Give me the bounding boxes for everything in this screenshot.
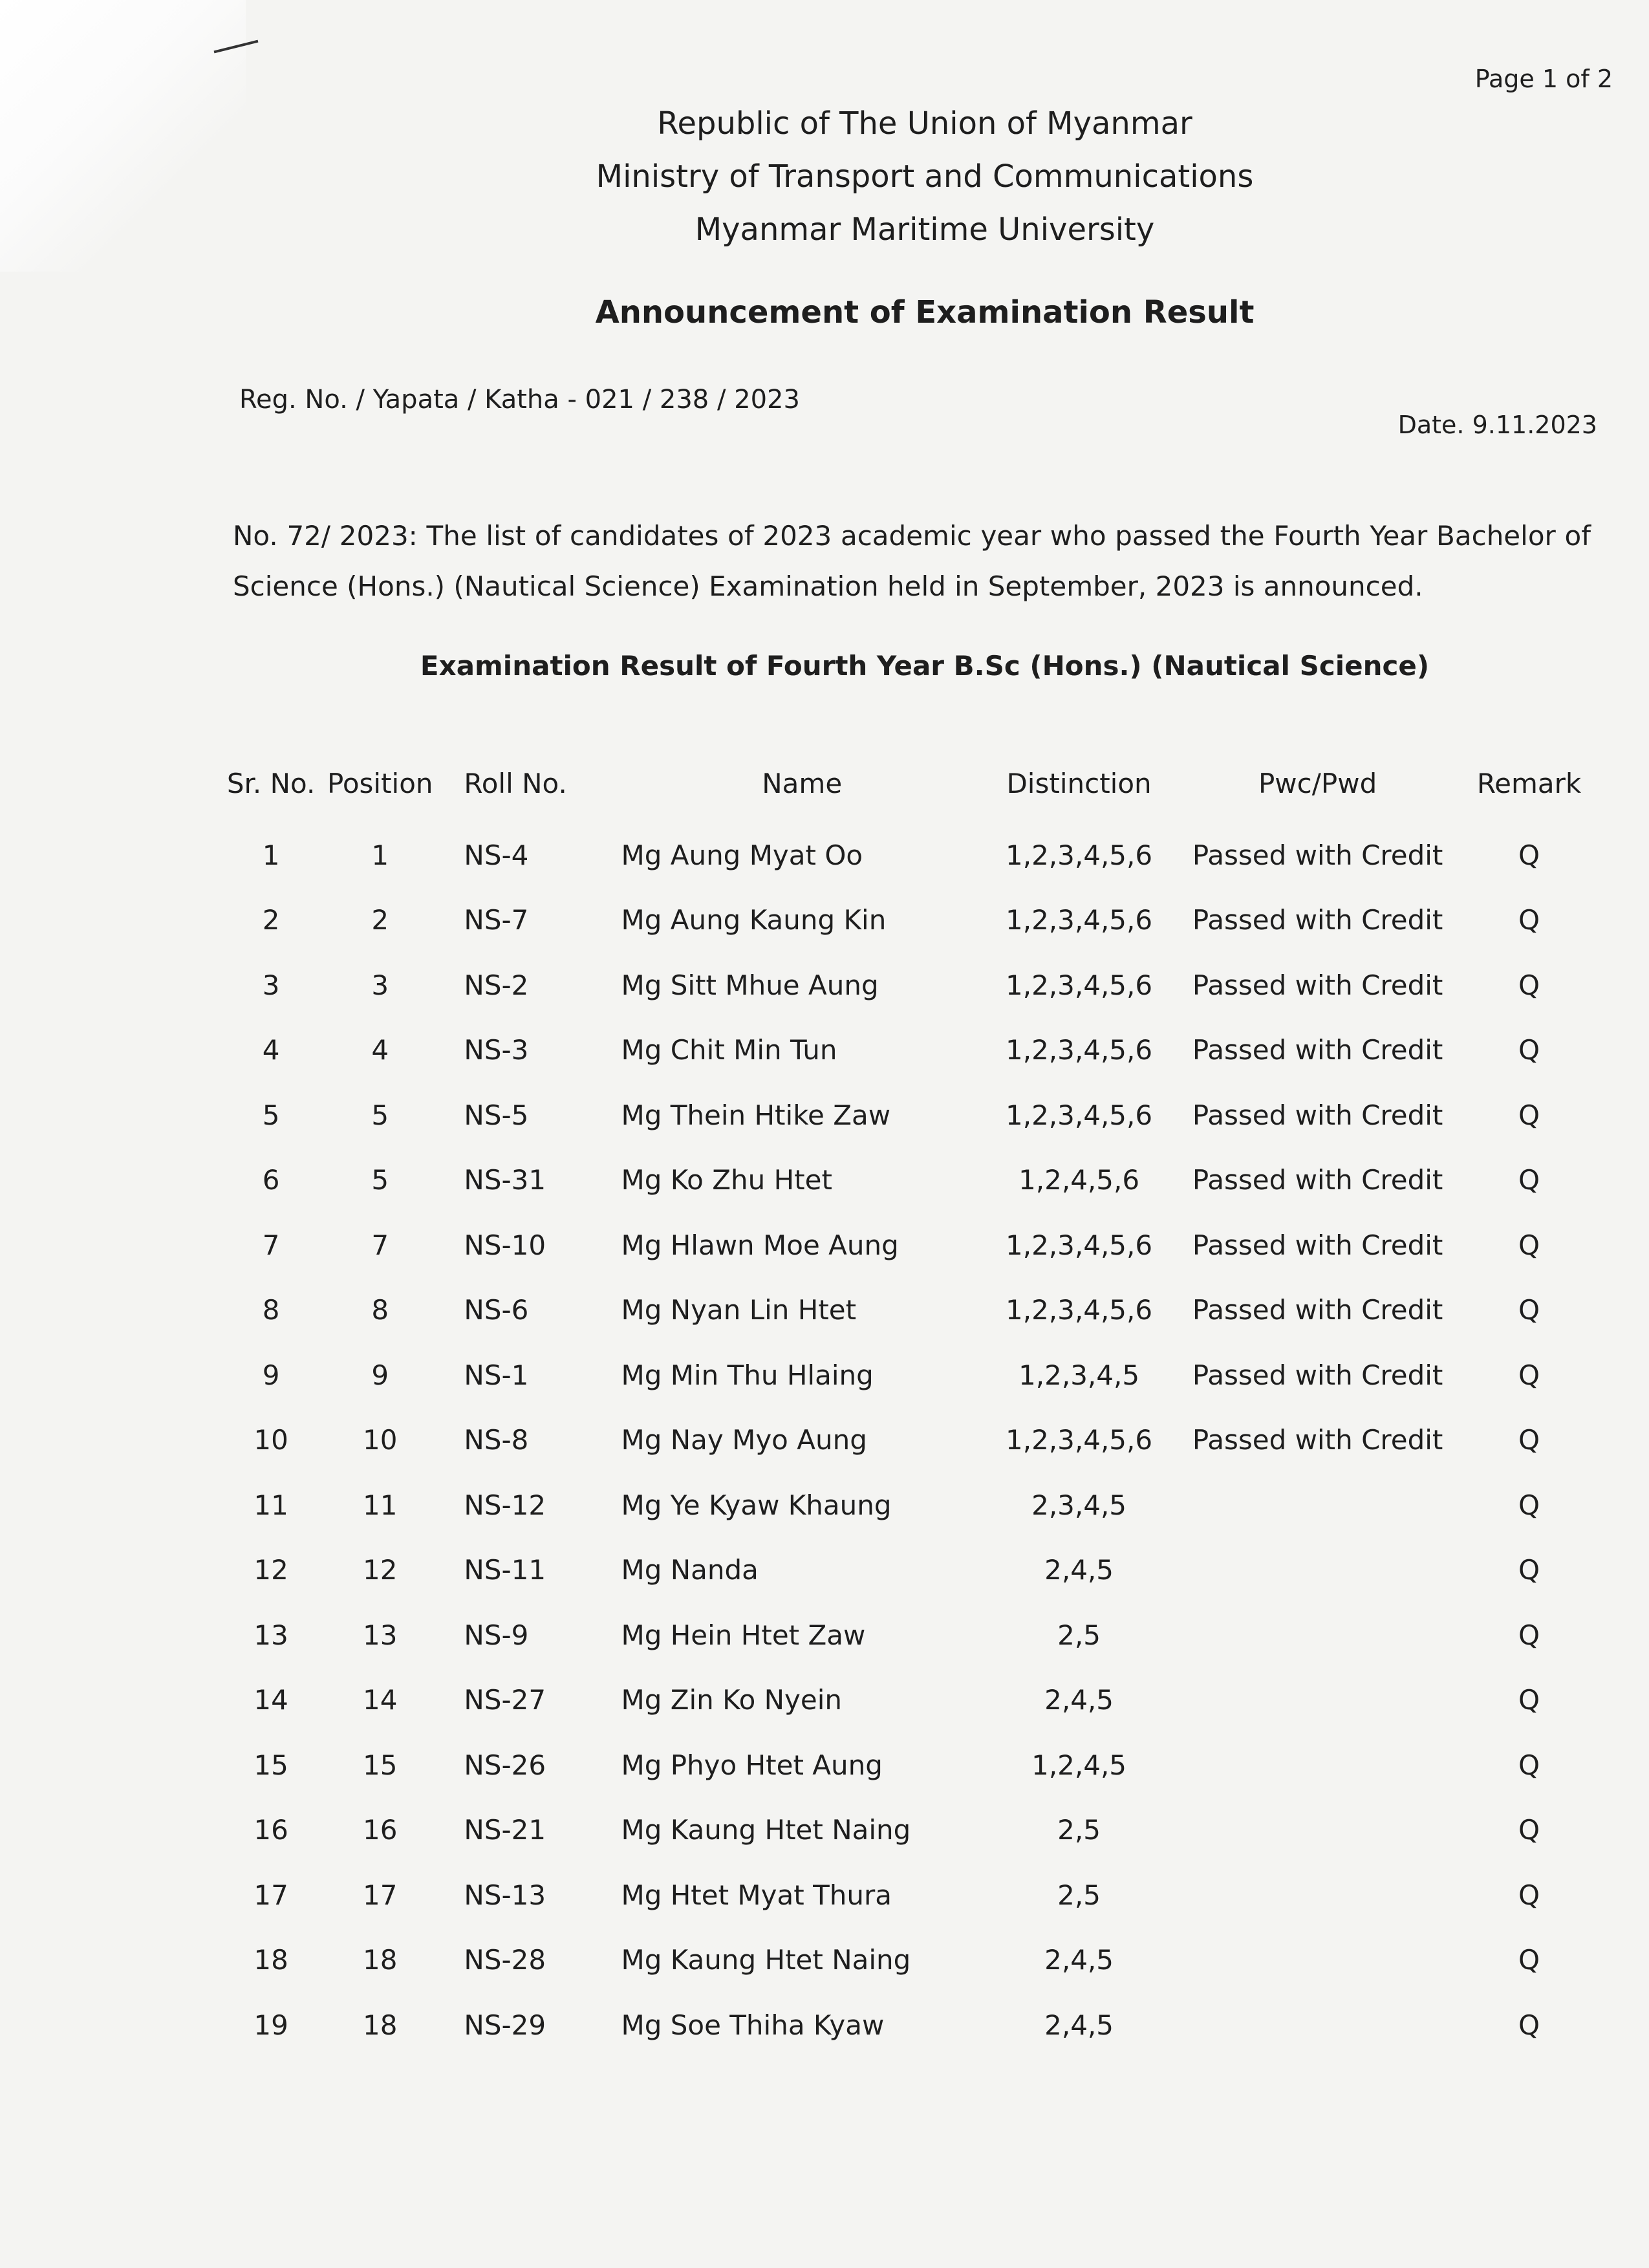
letterhead [0,97,1649,256]
cell-position: 9 [371,1359,389,1391]
cell-distinction: 1,2,3,4,5,6 [1006,839,1153,871]
cell-position: 10 [363,1424,398,1456]
table-row [220,1148,1597,1213]
cell-remark: Q [1518,1034,1540,1066]
cell-distinction: 2,3,4,5 [1031,1489,1127,1521]
results-table [220,744,1597,2058]
cell-position: 15 [363,1749,398,1781]
cell-name: Mg Hein Htet Zaw [621,1619,866,1651]
cell-position: 11 [363,1489,398,1521]
cell-sr-no: 8 [262,1294,280,1326]
cell-roll-no: NS-27 [464,1684,546,1716]
cell-name: Mg Min Thu Hlaing [621,1359,874,1391]
cell-distinction: 2,5 [1057,1619,1101,1651]
table-row [220,1993,1597,2058]
cell-roll-no: NS-6 [464,1294,529,1326]
cell-name: Mg Aung Kaung Kin [621,904,887,936]
cell-roll-no: NS-29 [464,2009,546,2041]
cell-position: 1 [371,839,389,871]
cell-position: 12 [363,1554,398,1586]
cell-remark: Q [1518,1099,1540,1131]
cell-name: Mg Ye Kyaw Khaung [621,1489,892,1521]
cell-remark: Q [1518,1554,1540,1586]
cell-sr-no: 5 [262,1099,280,1131]
registration-number: Reg. No. / Yapata / Katha - 021 / 238 / 2023 [239,385,800,415]
cell-remark: Q [1518,969,1540,1001]
cell-sr-no: 10 [253,1424,288,1456]
cell-position: 18 [363,2009,398,2041]
cell-position: 7 [371,1229,389,1261]
cell-name: Mg Kaung Htet Naing [621,1944,911,1976]
letterhead-university: Myanmar Maritime University [695,211,1155,248]
cell-position: 18 [363,1944,398,1976]
cell-position: 2 [371,904,389,936]
cell-roll-no: NS-26 [464,1749,546,1781]
cell-pwc-pwd: Passed with Credit [1192,1294,1443,1326]
cell-name: Mg Htet Myat Thura [621,1879,892,1911]
cell-roll-no: NS-3 [464,1034,529,1066]
cell-roll-no: NS-11 [464,1554,546,1586]
cell-roll-no: NS-7 [464,904,529,936]
table-header-row [220,744,1597,823]
table-row [220,1863,1597,1928]
cell-name: Mg Phyo Htet Aung [621,1749,883,1781]
cell-pwc-pwd: Passed with Credit [1192,1099,1443,1131]
cell-roll-no: NS-12 [464,1489,546,1521]
cell-name: Mg Zin Ko Nyein [621,1684,843,1716]
cell-pwc-pwd [1174,1733,1461,1798]
cell-remark: Q [1518,1294,1540,1326]
header-pwc-pwd: Pwc/Pwd [1258,767,1377,799]
cell-pwc-pwd [1174,1538,1461,1603]
cell-remark: Q [1518,1749,1540,1781]
cell-remark: Q [1518,1619,1540,1651]
table-row [220,823,1597,888]
table-row [220,1538,1597,1603]
cell-roll-no: NS-28 [464,1944,546,1976]
header-sr-no: Sr. No. [226,767,316,799]
cell-distinction: 1,2,3,4,5,6 [1006,1229,1153,1261]
cell-distinction: 1,2,4,5 [1031,1749,1127,1781]
cell-remark: Q [1518,1879,1540,1911]
cell-pwc-pwd: Passed with Credit [1192,969,1443,1001]
cell-sr-no: 9 [262,1359,280,1391]
cell-position: 4 [371,1034,389,1066]
header-name: Name [762,767,843,799]
cell-sr-no: 13 [253,1619,288,1651]
cell-distinction: 1,2,3,4,5,6 [1006,969,1153,1001]
cell-distinction: 1,2,3,4,5,6 [1006,1424,1153,1456]
page-number: Page 1 of 2 [1474,65,1613,93]
cell-position: 3 [371,969,389,1001]
cell-remark: Q [1518,1684,1540,1716]
cell-sr-no: 6 [262,1164,280,1196]
cell-name: Mg Sitt Mhue Aung [621,969,879,1001]
cell-distinction: 1,2,3,4,5 [1018,1359,1140,1391]
cell-roll-no: NS-1 [464,1359,529,1391]
cell-sr-no: 2 [262,904,280,936]
table-row [220,1733,1597,1798]
table-row [220,1603,1597,1668]
cell-distinction: 2,5 [1057,1814,1101,1846]
cell-name: Mg Nyan Lin Htet [621,1294,857,1326]
table-row [220,1668,1597,1733]
header-roll-no: Roll No. [464,767,567,799]
cell-pwc-pwd [1174,1863,1461,1928]
cell-name: Mg Nay Myo Aung [621,1424,867,1456]
letterhead-ministry: Ministry of Transport and Communications [596,158,1254,195]
cell-name: Mg Nanda [621,1554,759,1586]
cell-pwc-pwd [1174,1928,1461,1993]
cell-sr-no: 11 [253,1489,288,1521]
table-row [220,1018,1597,1083]
header-remark: Remark [1476,767,1582,799]
cell-pwc-pwd [1174,1473,1461,1538]
table-row [220,1343,1597,1408]
cell-name: Mg Hlawn Moe Aung [621,1229,899,1261]
cell-distinction: 1,2,3,4,5,6 [1006,1034,1153,1066]
cell-distinction: 1,2,4,5,6 [1018,1164,1140,1196]
cell-roll-no: NS-8 [464,1424,529,1456]
cell-distinction: 2,5 [1057,1879,1101,1911]
cell-roll-no: NS-31 [464,1164,546,1196]
cell-pwc-pwd: Passed with Credit [1192,1229,1443,1261]
cell-pwc-pwd: Passed with Credit [1192,904,1443,936]
cell-sr-no: 1 [262,839,280,871]
cell-position: 5 [371,1099,389,1131]
cell-remark: Q [1518,1229,1540,1261]
cell-roll-no: NS-2 [464,969,529,1001]
cell-position: 16 [363,1814,398,1846]
cell-pwc-pwd [1174,1993,1461,2058]
cell-position: 17 [363,1879,398,1911]
cell-roll-no: NS-4 [464,839,529,871]
cell-name: Mg Chit Min Tun [621,1034,837,1066]
cell-remark: Q [1518,1489,1540,1521]
header-position: Position [327,767,433,799]
cell-sr-no: 4 [262,1034,280,1066]
table-row [220,888,1597,953]
result-table-title: Examination Result of Fourth Year B.Sc (Hons.) (Nautical Science) [420,650,1430,682]
table-row [220,1083,1597,1148]
cell-sr-no: 16 [253,1814,288,1846]
cell-roll-no: NS-13 [464,1879,546,1911]
cell-sr-no: 7 [262,1229,280,1261]
cell-distinction: 2,4,5 [1044,2009,1114,2041]
cell-name: Mg Thein Htike Zaw [621,1099,891,1131]
cell-name: Mg Kaung Htet Naing [621,1814,911,1846]
cell-pwc-pwd: Passed with Credit [1192,1164,1443,1196]
cell-sr-no: 18 [253,1944,288,1976]
cell-remark: Q [1518,839,1540,871]
cell-remark: Q [1518,904,1540,936]
cell-name: Mg Soe Thiha Kyaw [621,2009,885,2041]
table-row [220,1408,1597,1473]
cell-remark: Q [1518,1164,1540,1196]
cell-pwc-pwd: Passed with Credit [1192,839,1443,871]
cell-sr-no: 14 [253,1684,288,1716]
cell-roll-no: NS-21 [464,1814,546,1846]
cell-distinction: 1,2,3,4,5,6 [1006,904,1153,936]
cell-pwc-pwd [1174,1603,1461,1668]
table-row [220,1798,1597,1863]
cell-pwc-pwd: Passed with Credit [1192,1359,1443,1391]
cell-remark: Q [1518,2009,1540,2041]
cell-pwc-pwd: Passed with Credit [1192,1424,1443,1456]
cell-name: Mg Ko Zhu Htet [621,1164,832,1196]
announcement-title: Announcement of Examination Result [595,294,1255,330]
cell-sr-no: 15 [253,1749,288,1781]
table-row [220,1928,1597,1993]
cell-position: 14 [363,1684,398,1716]
cell-roll-no: NS-10 [464,1229,546,1261]
cell-pwc-pwd [1174,1668,1461,1733]
cell-distinction: 1,2,3,4,5,6 [1006,1294,1153,1326]
cell-pwc-pwd: Passed with Credit [1192,1034,1443,1066]
cell-distinction: 2,4,5 [1044,1554,1114,1586]
cell-name: Mg Aung Myat Oo [621,839,863,871]
cell-sr-no: 17 [253,1879,288,1911]
header-distinction: Distinction [1006,767,1152,799]
table-row [220,953,1597,1018]
cell-sr-no: 12 [253,1554,288,1586]
cell-distinction: 2,4,5 [1044,1684,1114,1716]
cell-position: 5 [371,1164,389,1196]
cell-pwc-pwd [1174,1798,1461,1863]
pen-mark [214,40,259,54]
announcement-date: Date. 9.11.2023 [1397,411,1597,439]
cell-position: 8 [371,1294,389,1326]
cell-remark: Q [1518,1944,1540,1976]
table-row [220,1213,1597,1278]
table-row [220,1473,1597,1538]
cell-roll-no: NS-9 [464,1619,529,1651]
cell-distinction: 1,2,3,4,5,6 [1006,1099,1153,1131]
cell-position: 13 [363,1619,398,1651]
table-row [220,1278,1597,1343]
cell-distinction: 2,4,5 [1044,1944,1114,1976]
letterhead-country: Republic of The Union of Myanmar [657,105,1192,142]
cell-sr-no: 3 [262,969,280,1001]
cell-remark: Q [1518,1359,1540,1391]
intro-paragraph: No. 72/ 2023: The list of candidates of 2023 academic year who passed the Fourth Year Bachelor of Science (Hons.) (Nautical Science) Examination held in September, 2023 is announced. [233,520,1591,602]
cell-sr-no: 19 [253,2009,288,2041]
cell-remark: Q [1518,1424,1540,1456]
cell-roll-no: NS-5 [464,1099,529,1131]
cell-remark: Q [1518,1814,1540,1846]
